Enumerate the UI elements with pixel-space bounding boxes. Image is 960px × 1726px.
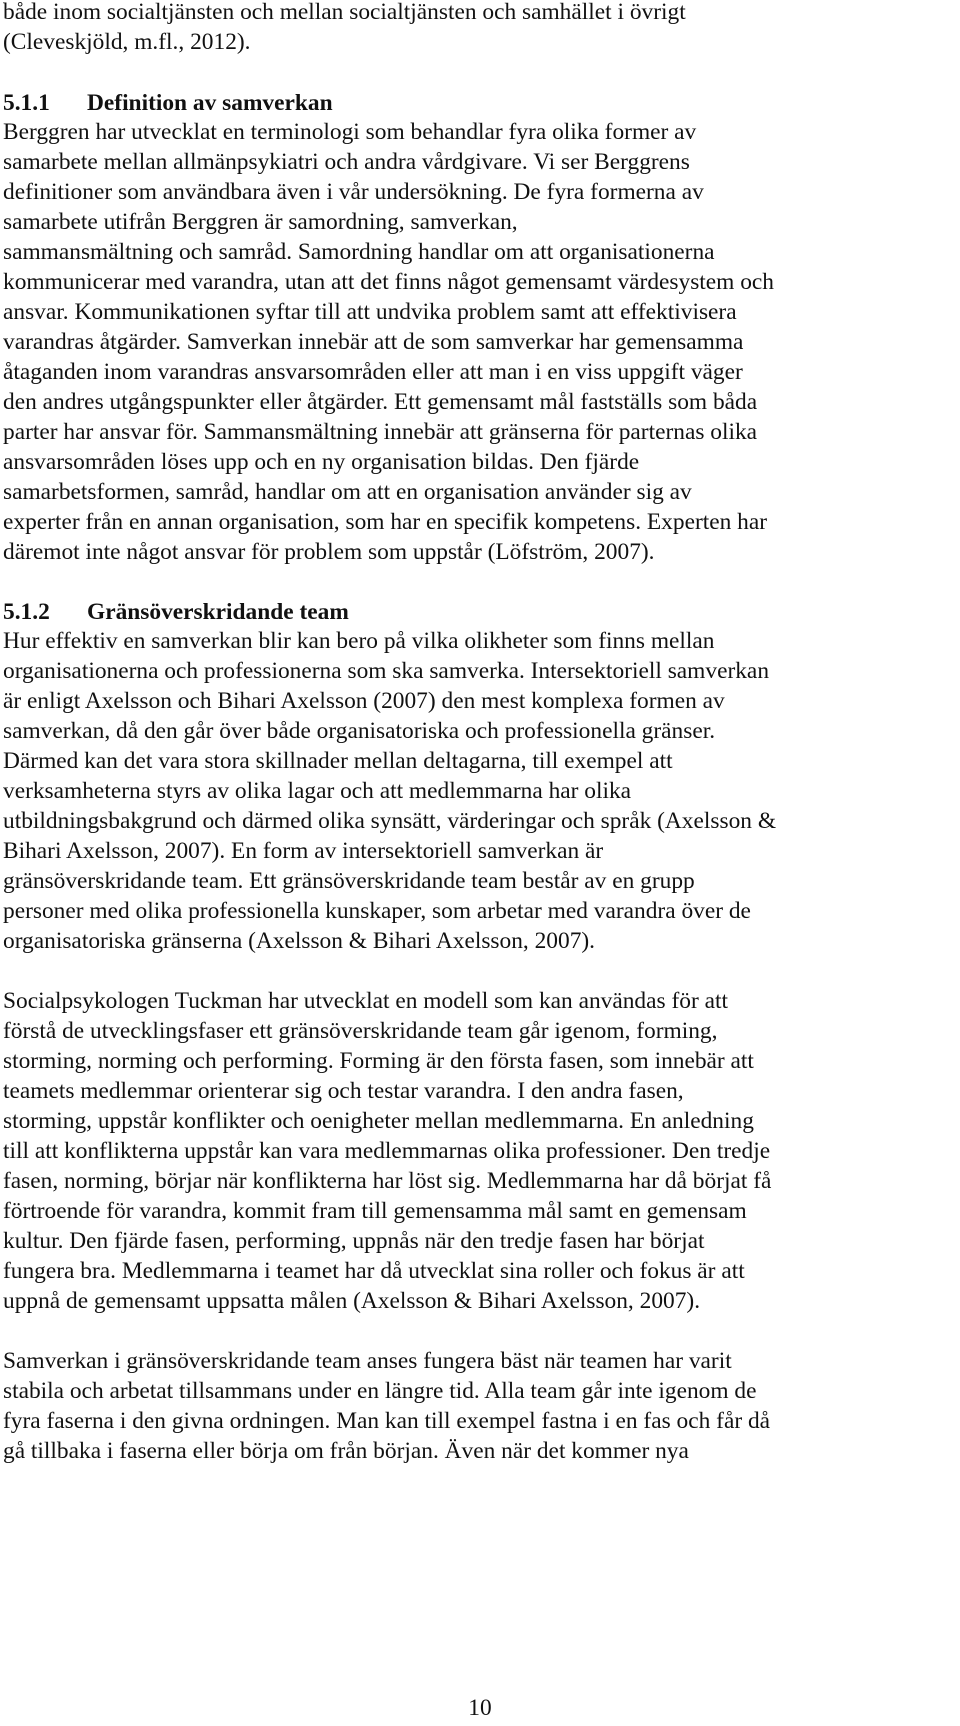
text-line: experter från en annan organisation, som har en specifik kompetens. Experten har: [3, 509, 768, 535]
text-line: kommunicerar med varandra, utan att det finns något gemensamt värdesystem och: [3, 269, 774, 295]
text-line: gå tillbaka i faserna eller börja om från början. Även när det kommer nya: [3, 1438, 689, 1464]
section-title: Definition av samverkan: [87, 90, 333, 116]
text-line: till att konflikterna uppstår kan vara medlemmarnas olika professioner. Den tredje: [3, 1138, 771, 1164]
section-number: 5.1.2: [3, 599, 50, 625]
text-line: teamets medlemmar orienterar sig och testar varandra. I den andra fasen,: [3, 1078, 684, 1104]
text-line: verksamheterna styrs av olika lagar och att medlemmarna har olika: [3, 778, 632, 804]
text-line: personer med olika professionella kunskaper, som arbetar med varandra över de: [3, 898, 751, 924]
text-line: definitioner som användbara även i vår undersökning. De fyra formerna av: [3, 179, 704, 205]
text-line: åtaganden inom varandras ansvarsområden eller att man i en viss uppgift väger: [3, 359, 743, 385]
text-line: samarbetsformen, samråd, handlar om att en organisation använder sig av: [3, 479, 692, 505]
text-line: ansvarsområden löses upp och en ny organisation bildas. Den fjärde: [3, 449, 640, 475]
text-line: fasen, norming, börjar när konflikterna har löst sig. Medlemmarna har då börjat få: [3, 1168, 772, 1194]
section-heading-5-1-2: [3, 597, 349, 627]
section-number: 5.1.1: [3, 90, 50, 116]
text-line: Samverkan i gränsöverskridande team anses fungera bäst när teamen har varit: [3, 1348, 732, 1374]
text-line: Bihari Axelsson, 2007). En form av intersektoriell samverkan är: [3, 838, 604, 864]
text-line: uppnå de gemensamt uppsatta målen (Axelsson & Bihari Axelsson, 2007).: [3, 1288, 701, 1314]
text-line: samverkan, då den går över både organisatoriska och professionella gränser.: [3, 718, 716, 744]
text-line: Berggren har utvecklat en terminologi som behandlar fyra olika former av: [3, 119, 697, 145]
section-title: Gränsöverskridande team: [87, 599, 349, 625]
text-line: storming, norming och performing. Forming är den första fasen, som innebär att: [3, 1048, 754, 1074]
text-line: samarbete mellan allmänpsykiatri och andra vårdgivare. Vi ser Berggrens: [3, 149, 690, 175]
text-line: (Cleveskjöld, m.fl., 2012).: [3, 29, 251, 55]
text-line: Socialpsykologen Tuckman har utvecklat en modell som kan användas för att: [3, 988, 728, 1014]
text-line: fungera bra. Medlemmarna i teamet har då utvecklat sina roller och fokus är att: [3, 1258, 745, 1284]
text-line: både inom socialtjänsten och mellan socialtjänsten och samhället i övrigt: [3, 0, 686, 25]
text-line: ansvar. Kommunikationen syftar till att undvika problem samt att effektivisera: [3, 299, 737, 325]
text-line: gränsöverskridande team. Ett gränsöverskridande team består av en grupp: [3, 868, 695, 894]
text-line: Därmed kan det vara stora skillnader mellan deltagarna, till exempel att: [3, 748, 673, 774]
text-line: förtroende för varandra, kommit fram till gemensamma mål samt en gemensam: [3, 1198, 747, 1224]
text-line: förstå de utvecklingsfaser ett gränsöverskridande team går igenom, forming,: [3, 1018, 718, 1044]
text-line: varandras åtgärder. Samverkan innebär att de som samverkar har gemensamma: [3, 329, 744, 355]
text-line: Hur effektiv en samverkan blir kan bero på vilka olikheter som finns mellan: [3, 628, 715, 654]
text-line: kultur. Den fjärde fasen, performing, uppnås när den tredje fasen har börjat: [3, 1228, 705, 1254]
text-line: är enligt Axelsson och Bihari Axelsson (2007) den mest komplexa formen av: [3, 688, 725, 714]
text-line: utbildningsbakgrund och därmed olika synsätt, värderingar och språk (Axelsson &: [3, 808, 777, 834]
text-line: sammansmältning och samråd. Samordning handlar om att organisationerna: [3, 239, 715, 265]
text-line: storming, uppstår konflikter och oenigheter mellan medlemmarna. En anledning: [3, 1108, 754, 1134]
text-line: samarbete utifrån Berggren är samordning, samverkan,: [3, 209, 518, 235]
page-number: 10: [468, 1695, 492, 1721]
section-heading-5-1-1: [3, 88, 333, 118]
text-line: parter har ansvar för. Sammansmältning innebär att gränserna för parternas olika: [3, 419, 758, 445]
text-line: organisatoriska gränserna (Axelsson & Bihari Axelsson, 2007).: [3, 928, 596, 954]
text-line: stabila och arbetat tillsammans under en längre tid. Alla team går inte igenom de: [3, 1378, 757, 1404]
text-line: den andres utgångspunkter eller åtgärder. Ett gemensamt mål fastställs som båda: [3, 389, 758, 415]
text-line: fyra faserna i den givna ordningen. Man kan till exempel fastna i en fas och får då: [3, 1408, 771, 1434]
text-line: organisationerna och professionerna som ska samverka. Intersektoriell samverkan: [3, 658, 770, 684]
text-line: däremot inte något ansvar för problem som uppstår (Löfström, 2007).: [3, 539, 655, 565]
